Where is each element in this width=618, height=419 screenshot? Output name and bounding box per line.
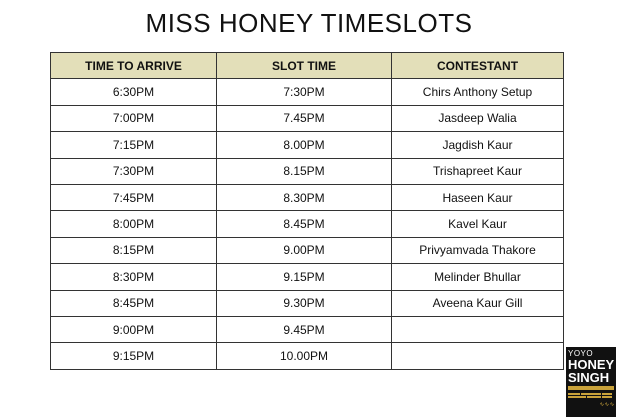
arrive-time-cell: 7:45PM <box>51 184 217 210</box>
badge-line-honey: HONEY <box>568 357 615 372</box>
table-row <box>51 343 564 369</box>
arrive-time-cell: 8:30PM <box>51 264 217 290</box>
arrive-time-cell: 9:00PM <box>51 316 217 342</box>
table-row <box>51 211 564 237</box>
contestant-cell: Chirs Anthony Setup <box>392 79 564 105</box>
table-row <box>51 264 564 290</box>
arrive-time-cell: 8:00PM <box>51 211 217 237</box>
slot-time-cell: 9.00PM <box>217 237 392 263</box>
slot-time-cell: 10.00PM <box>217 343 392 369</box>
table-row <box>51 237 564 263</box>
slot-time-cell: 7:30PM <box>217 79 392 105</box>
arrive-time-cell: 8:45PM <box>51 290 217 316</box>
arrive-time-cell: 8:15PM <box>51 237 217 263</box>
badge-line-yoyo: YOYO <box>568 349 594 358</box>
contestant-cell: Jasdeep Walia <box>392 105 564 131</box>
table-row <box>51 184 564 210</box>
slot-time-cell: 8.15PM <box>217 158 392 184</box>
table-row <box>51 316 564 342</box>
slot-time-cell: 9.30PM <box>217 290 392 316</box>
table-row <box>51 79 564 105</box>
contestant-cell: Kavel Kaur <box>392 211 564 237</box>
arrive-time-cell: 7:30PM <box>51 158 217 184</box>
slot-time-cell: 8.30PM <box>217 184 392 210</box>
column-header-slot-time: SLOT TIME <box>217 53 392 79</box>
contestant-cell: Jagdish Kaur <box>392 132 564 158</box>
page-title: MISS HONEY TIMESLOTS <box>145 8 473 38</box>
badge-script-mark: ∿∿∿ <box>598 401 614 408</box>
contestant-cell: Trishapreet Kaur <box>392 158 564 184</box>
arrive-time-cell: 7:15PM <box>51 132 217 158</box>
arrive-time-cell: 6:30PM <box>51 79 217 105</box>
column-header-contestant: CONTESTANT <box>392 53 564 79</box>
table-row <box>51 290 564 316</box>
slot-time-cell: 7.45PM <box>217 105 392 131</box>
table-row <box>51 158 564 184</box>
column-header-time-to-arrive: TIME TO ARRIVE <box>51 53 217 79</box>
event-logo-badge <box>566 347 616 417</box>
timeslots-table <box>50 52 564 370</box>
slot-time-cell: 9.45PM <box>217 316 392 342</box>
contestant-cell: Haseen Kaur <box>392 184 564 210</box>
slot-time-cell: 8.00PM <box>217 132 392 158</box>
contestant-cell: Privyamvada Thakore <box>392 237 564 263</box>
contestant-cell: Aveena Kaur Gill <box>392 290 564 316</box>
arrive-time-cell: 9:15PM <box>51 343 217 369</box>
table-row <box>51 105 564 131</box>
arrive-time-cell: 7:00PM <box>51 105 217 131</box>
badge-line-singh: SINGH <box>568 370 610 385</box>
slot-time-cell: 9.15PM <box>217 264 392 290</box>
contestant-cell: Melinder Bhullar <box>392 264 564 290</box>
table-row <box>51 132 564 158</box>
slot-time-cell: 8.45PM <box>217 211 392 237</box>
badge-accent-strip <box>568 386 614 390</box>
contestant-cell <box>392 316 564 342</box>
contestant-cell <box>392 343 564 369</box>
table-header-row <box>51 53 564 79</box>
badge-fine-print-decoration <box>568 393 614 398</box>
